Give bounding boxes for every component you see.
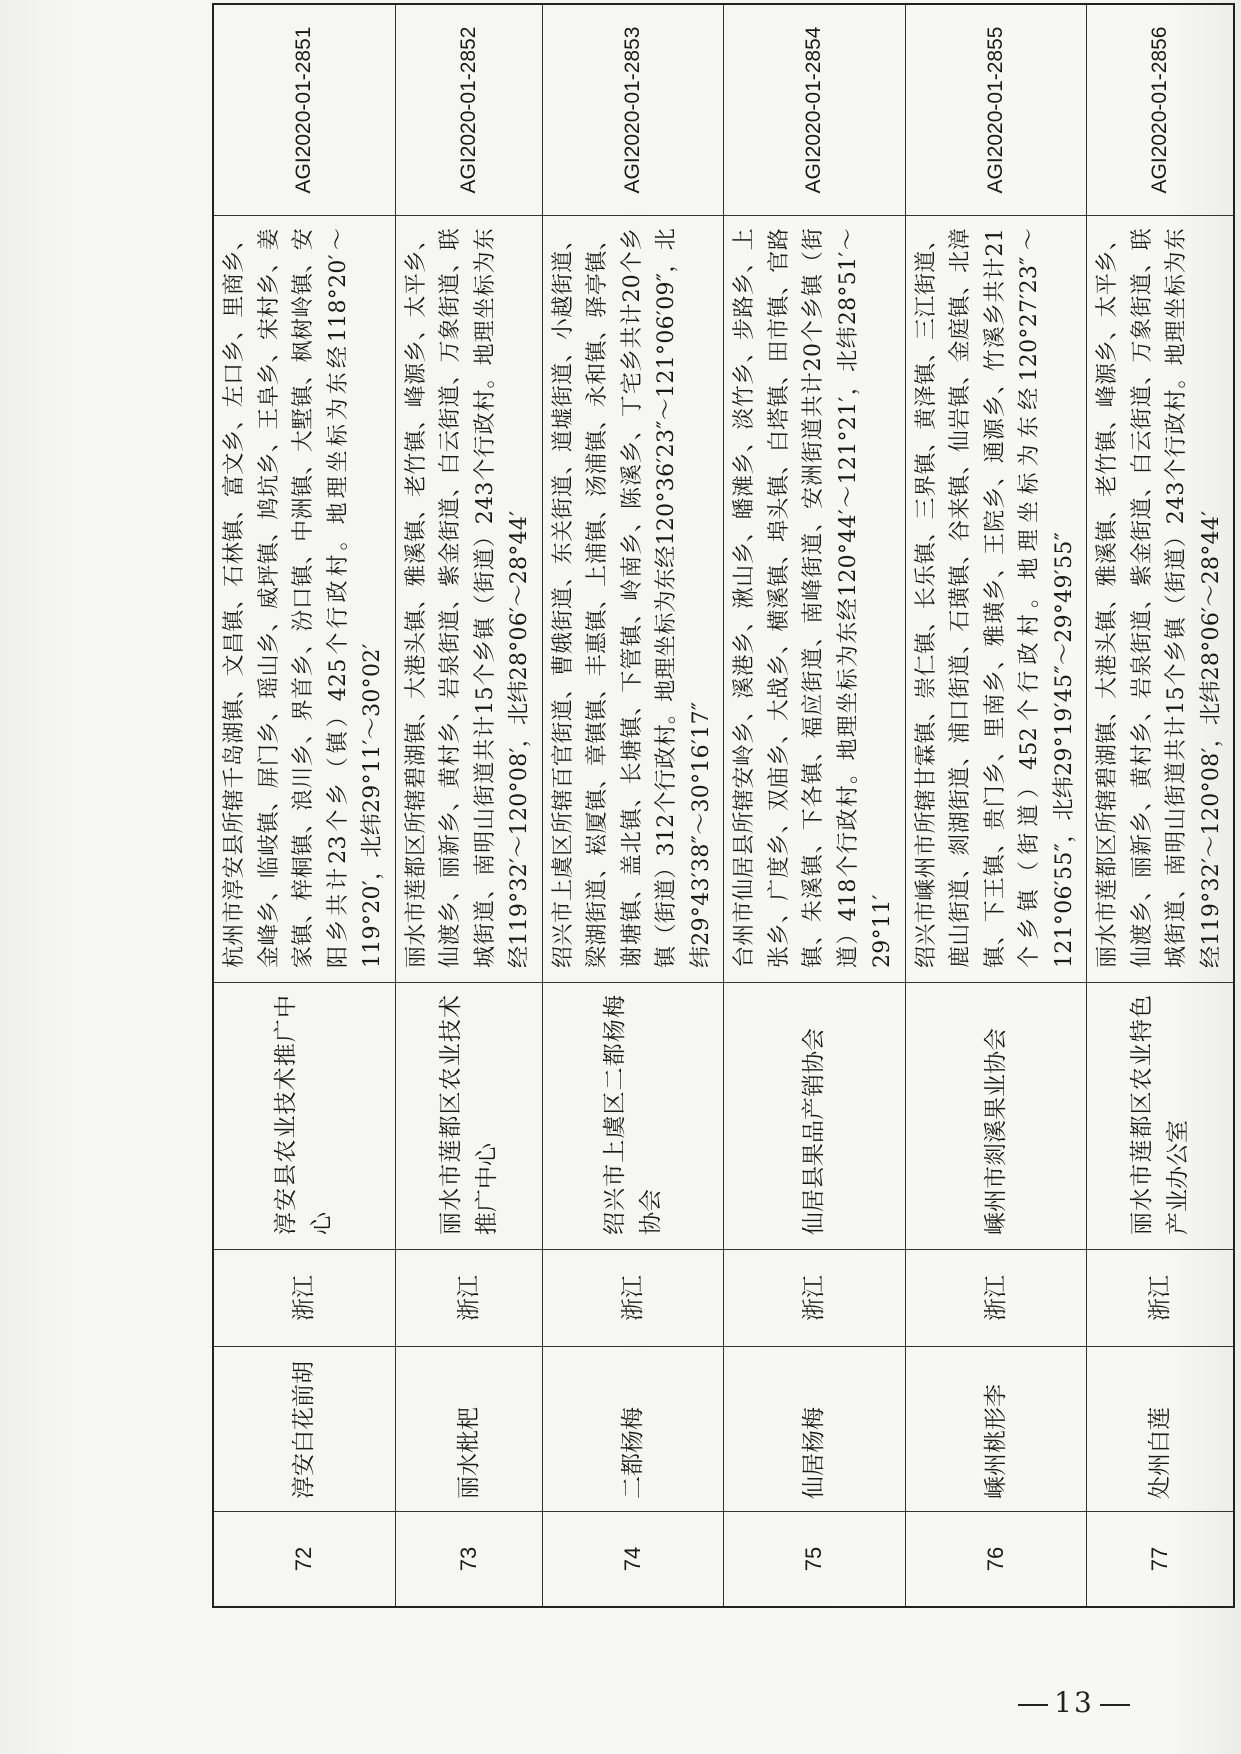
protection-scope: 台州市仙居县所辖安岭乡、溪港乡、湫山乡、皤滩乡、淡竹乡、步路乡、上张乡、广度乡、双庙乡、大战乡、横溪镇、埠头镇、白塔镇、田市镇、官路镇、朱溪镇、下各镇、福应街道、南峰街道、安洲街道共计20个乡镇（街道）418个行政村。地理坐标为东经120°44′～121°21′，北纬28°51′～29°11′ <box>724 216 906 983</box>
applicant-unit: 淳安县农业技术推广中心 <box>213 983 395 1250</box>
province: 浙江 <box>1087 1250 1235 1347</box>
protection-scope: 丽水市莲都区所辖碧湖镇、大港头镇、雅溪镇、老竹镇、峰源乡、太平乡、仙渡乡、丽新乡、黄村乡、岩泉街道、紫金街道、白云街道、万象街道、联城街道、南明山街道共计15个乡镇（街道）243个行政村。地理坐标为东经119°32′～120°08′，北纬28°06′～28°44′ <box>1087 216 1235 983</box>
applicant-unit: 绍兴市上虞区二都杨梅协会 <box>542 983 724 1250</box>
table-row <box>1087 4 1235 1607</box>
registration-code: AGI2020-01-2852 <box>395 4 542 216</box>
product-name: 仙居杨梅 <box>724 1347 906 1512</box>
dash-left <box>1018 1704 1048 1706</box>
registration-code: AGI2020-01-2853 <box>542 4 724 216</box>
geographic-indication-table <box>212 3 1235 1608</box>
protection-scope: 杭州市淳安县所辖千岛湖镇、文昌镇、石林镇、富文乡、左口乡、里商乡、金峰乡、临岐镇、屏门乡、瑶山乡、威坪镇、鸠坑乡、王阜乡、宋村乡、姜家镇、梓桐镇、浪川乡、界首乡、汾口镇、中洲镇、大墅镇、枫树岭镇、安阳乡共计23个乡（镇）425个行政村。地理坐标为东经118°20′～119°20′，北纬29°11′～30°02′ <box>213 216 395 983</box>
table-row <box>542 4 724 1607</box>
province: 浙江 <box>905 1250 1087 1347</box>
row-number: 77 <box>1087 1512 1235 1608</box>
page-number <box>1004 1686 1144 1726</box>
table-row <box>724 4 906 1607</box>
product-name: 淳安白花前胡 <box>213 1347 395 1512</box>
province: 浙江 <box>542 1250 724 1347</box>
protection-scope: 丽水市莲都区所辖碧湖镇、大港头镇、雅溪镇、老竹镇、峰源乡、太平乡、仙渡乡、丽新乡、黄村乡、岩泉街道、紫金街道、白云街道、万象街道、联城街道、南明山街道共计15个乡镇（街道）243个行政村。地理坐标为东经119°32′～120°08′，北纬28°06′～28°44′ <box>395 216 542 983</box>
table-row <box>905 4 1087 1607</box>
row-number: 73 <box>395 1512 542 1608</box>
table-row <box>395 4 542 1607</box>
table-row <box>213 4 395 1607</box>
registration-code: AGI2020-01-2856 <box>1087 4 1235 216</box>
applicant-unit: 嵊州市剡溪果业协会 <box>905 983 1087 1250</box>
row-number: 76 <box>905 1512 1087 1608</box>
row-number: 72 <box>213 1512 395 1608</box>
province: 浙江 <box>724 1250 906 1347</box>
province: 浙江 <box>395 1250 542 1347</box>
registration-code: AGI2020-01-2855 <box>905 4 1087 216</box>
registration-code: AGI2020-01-2851 <box>213 4 395 216</box>
protection-scope: 绍兴市上虞区所辖百官街道、曹娥街道、东关街道、道墟街道、小越街道、梁湖街道、崧厦镇、章镇镇、丰惠镇、上浦镇、汤浦镇、永和镇、驿亭镇、谢塘镇、盖北镇、长塘镇、下管镇、岭南乡、陈溪乡、丁宅乡共计20个乡镇（街道）312个行政村。地理坐标为东经120°36′23″～121°06′09″，北纬29°43′38″～30°16′17″ <box>542 216 724 983</box>
product-name: 丽水枇杷 <box>395 1347 542 1512</box>
applicant-unit: 丽水市莲都区农业技术推广中心 <box>395 983 542 1250</box>
applicant-unit: 丽水市莲都区农业特色产业办公室 <box>1087 983 1235 1250</box>
row-number: 74 <box>542 1512 724 1608</box>
rotated-table-container <box>212 26 1224 1608</box>
product-name: 二都杨梅 <box>542 1347 724 1512</box>
product-name: 处州白莲 <box>1087 1347 1235 1512</box>
province: 浙江 <box>213 1250 395 1347</box>
applicant-unit: 仙居县果品产销协会 <box>724 983 906 1250</box>
dash-right <box>1100 1704 1130 1706</box>
registration-code: AGI2020-01-2854 <box>724 4 906 216</box>
product-name: 嵊州桃形李 <box>905 1347 1087 1512</box>
row-number: 75 <box>724 1512 906 1608</box>
page-number-value: 13 <box>1054 1686 1094 1719</box>
protection-scope: 绍兴市嵊州市所辖甘霖镇、崇仁镇、长乐镇、三界镇、黄泽镇、三江街道、鹿山街道、剡湖街道、浦口街道、石璜镇、谷来镇、仙岩镇、金庭镇、北漳镇、下王镇、贵门乡、里南乡、雅璜乡、王院乡、通源乡、竹溪乡共计21个乡镇（街道）452个行政村。地理坐标为东经120°27′23″～121°06′55″，北纬29°19′45″～29°49′55″ <box>905 216 1087 983</box>
